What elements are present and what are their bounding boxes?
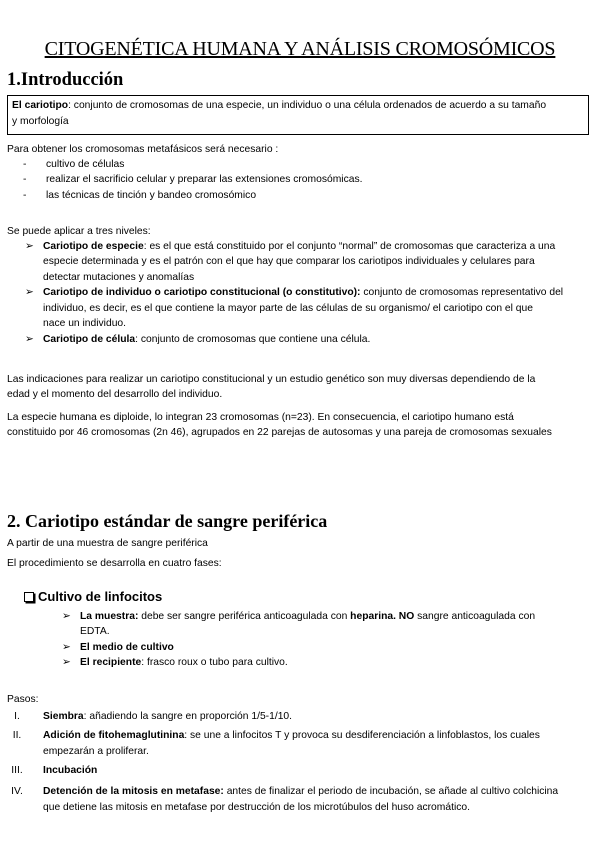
step-number: III. xyxy=(11,764,23,776)
step-number: II. xyxy=(12,729,22,741)
levels-list xyxy=(7,239,593,347)
levels-intro: Se puede aplicar a tres niveles: xyxy=(7,226,151,237)
step-number: I. xyxy=(14,711,20,722)
paragraph-diploid: La especie humana es diploide, lo integran 23 cromosomas (n=23). En consecuencia, el cariotipo humano está constituido por 46 cromosomas (2n 46), agrupados en 22 parejas de autosomas y una pareja de cromosomas sexuales xyxy=(7,412,552,439)
document-title: CITOGENÉTICA HUMANA Y ANÁLISIS CROMOSÓMICOS xyxy=(44,38,556,60)
dash-bullet: - xyxy=(23,174,27,186)
list-item: ➢ La muestra: debe ser sangre periférica anticoagulada con heparina. NO sangre anticoagulada con EDTA. xyxy=(62,611,536,638)
arrow-bullet-icon: ➢ xyxy=(62,657,71,669)
list-item: ➢ El medio de cultivo xyxy=(0,640,593,655)
steps-list xyxy=(0,709,593,816)
list-item: I. Siembra: añadiendo la sangre en proporción 1/5-1/10. xyxy=(0,709,593,725)
arrow-bullet-icon: ➢ xyxy=(62,641,71,653)
cultivo-items xyxy=(0,609,593,671)
section-2-heading: 2. Cariotipo estándar de sangre periférica xyxy=(7,511,328,531)
requirements-list xyxy=(7,157,593,203)
list-item: ➢ Cariotipo de célula: conjunto de cromosomas que contiene una célula. xyxy=(7,332,593,347)
dash-bullet: - xyxy=(23,189,27,201)
subheading-cultivo: Cultivo de linfocitos xyxy=(24,589,162,605)
list-item: - cultivo de células xyxy=(7,157,593,172)
steps-intro: Pasos: xyxy=(7,694,39,705)
section-1-heading: 1.Introducción xyxy=(7,70,124,90)
definition-box xyxy=(7,95,589,135)
list-item: IV. Detención de la mitosis en metafase: antes de finalizar el periodo de incubación, se añade al cultivo colchicina que detiene las mitosis en metafase por destrucción de los microtúbulos del huso acromático. xyxy=(0,784,593,816)
arrow-bullet-icon: ➢ xyxy=(25,333,34,345)
list-item: - realizar el sacrificio celular y preparar las extensiones cromosómicas. xyxy=(7,172,593,187)
list-item: ➢ Cariotipo de individuo o cariotipo constitucional (o constitutivo): conjunto de cromosomas representativo del individuo, es decir, es el que contiene la mayor parte de las células de su organismo/ el cariotipo con el que nace un individuo. xyxy=(25,287,564,330)
arrow-bullet-icon: ➢ xyxy=(25,241,34,252)
step-number: IV. xyxy=(11,785,23,797)
dash-bullet: - xyxy=(23,159,27,170)
list-item: - las técnicas de tinción y bandeo cromosómico xyxy=(7,188,593,203)
checkbox-bullet-icon xyxy=(24,592,34,602)
obtain-intro: Para obtener los cromosomas metafásicos será necesario : xyxy=(7,144,279,155)
list-item: ➢ El recipiente: frasco roux o tubo para cultivo. xyxy=(0,655,593,670)
section-2-procedure: El procedimiento se desarrolla en cuatro fases: xyxy=(7,558,222,569)
definition-text: : conjunto de cromosomas de una especie, un individuo o una célula ordenados de acuerdo a su tamaño xyxy=(68,100,547,111)
list-item: ➢ Cariotipo de especie: es el que está constituido por el conjunto “normal” de cromosomas que caracteriza a una especie determinada y es el patrón con el que hay que comparar los cariotipos individuales y celulares para detectar mutaciones y anomalías xyxy=(25,241,556,283)
arrow-bullet-icon: ➢ xyxy=(62,611,71,622)
definition-text-cont: y morfología xyxy=(12,115,69,127)
definition-term: El cariotipo xyxy=(12,100,69,111)
list-item: II. Adición de fitohemaglutinina: se une a linfocitos T y provoca su desdiferenciación a linfoblastos, los cuales empezarán a proliferar. xyxy=(0,728,593,760)
section-2-intro: A partir de una muestra de sangre periférica xyxy=(7,538,208,549)
paragraph-indications: Las indicaciones para realizar un cariotipo constitucional y un estudio genético son muy diversas dependiendo de la edad y el momento del desarrollo del individuo. xyxy=(7,374,536,401)
list-item: III. Incubación xyxy=(0,763,593,779)
arrow-bullet-icon: ➢ xyxy=(25,287,34,299)
